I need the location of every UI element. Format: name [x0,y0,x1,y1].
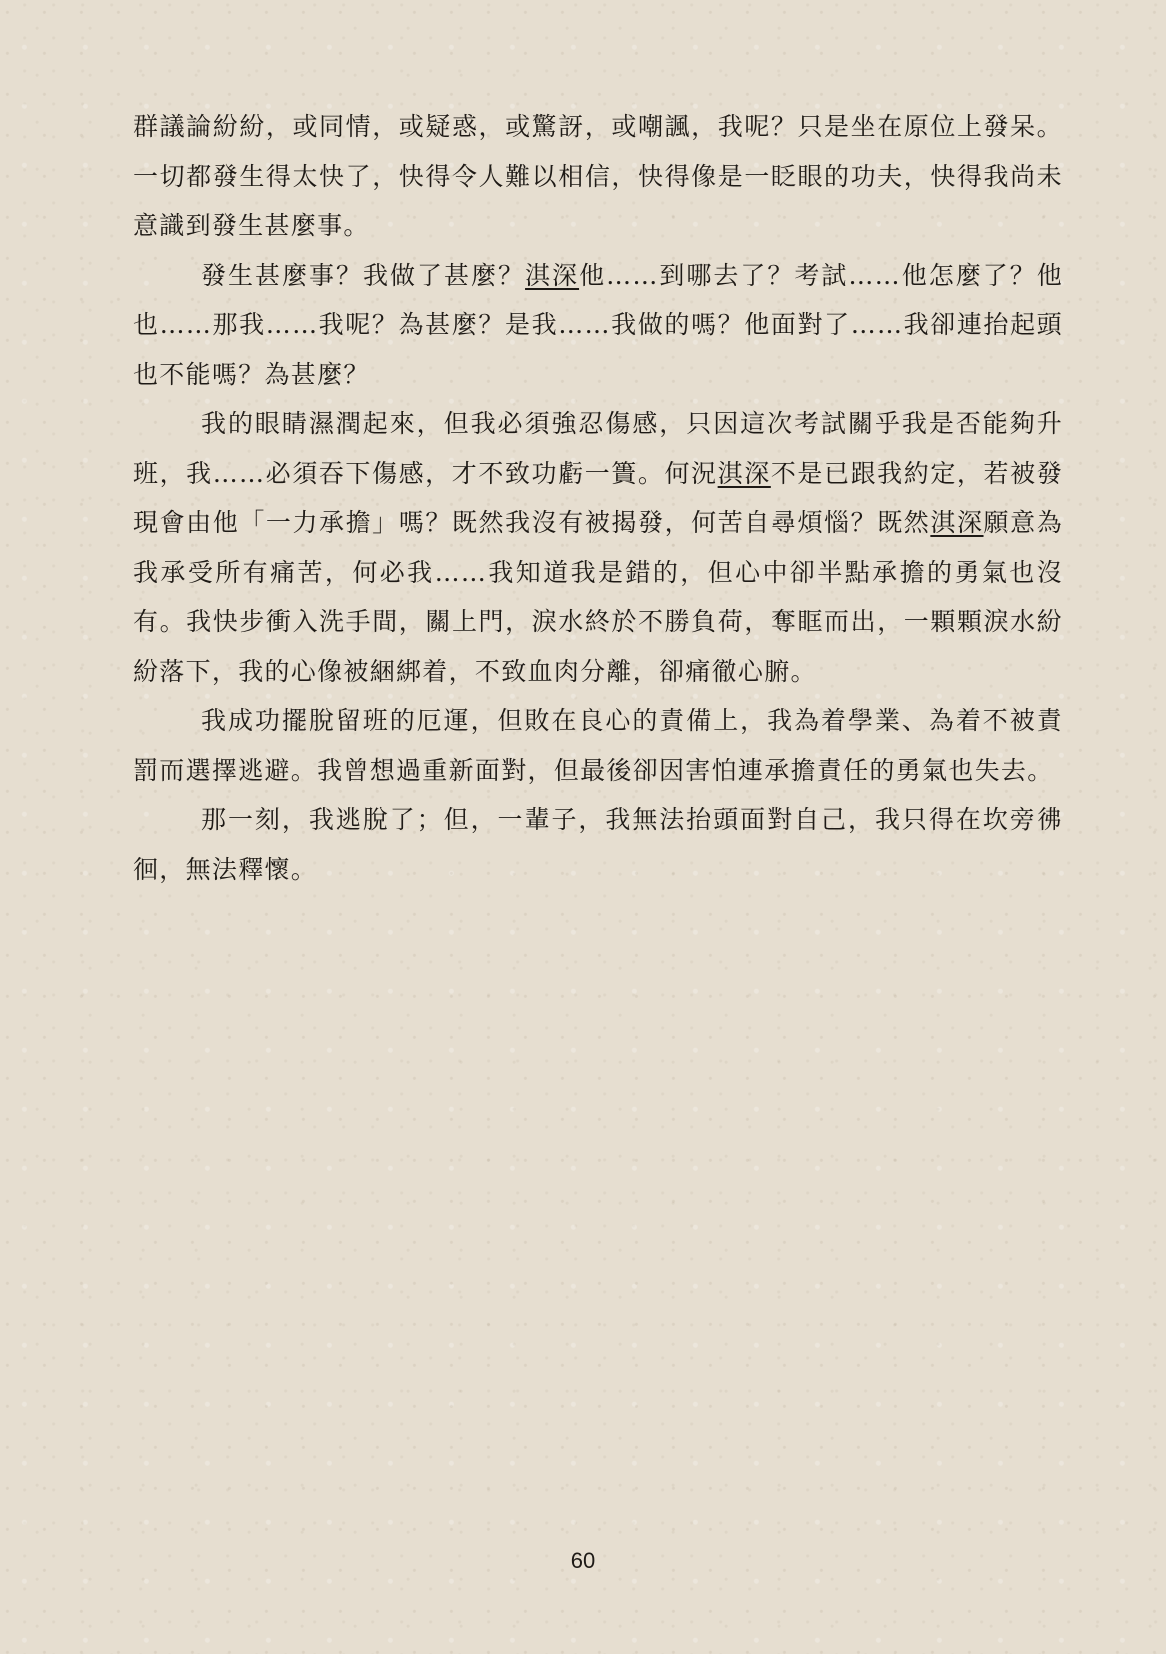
paragraph-text: 他……到哪去了？考試……他怎麼了？他也……那我……我呢？為甚麼？是我……我做的嗎？他面對了……我卻連抬起頭也不能嗎？為甚麼？ [133,260,1064,389]
paragraph [133,795,1063,894]
paragraph [133,102,1063,251]
body-text [133,102,1063,894]
proper-name: 淇深 [717,458,771,488]
paragraph [133,399,1063,696]
proper-name: 淇深 [525,260,580,290]
paragraph-text: 我的眼睛濕潤起來，但我必須強忍傷感，只因這次考試關乎我是否能夠升班，我……必須吞下傷感，才不致功虧一簣。何況 [133,409,1063,488]
paragraph-text: 那一刻，我逃脫了；但，一輩子，我無法抬頭面對自己，我只得在坎旁彿徊，無法釋懷。 [133,805,1063,884]
paragraph-text: 發生甚麼事？我做了甚麼？ [201,260,526,290]
paragraph [133,251,1063,400]
proper-name: 淇深 [930,508,984,537]
paragraph-text: 群議論紛紛，或同情，或疑惑，或驚訝，或嘲諷，我呢？只是坐在原位上發呆。一切都發生得太快了，快得令人難以相信，快得像是一眨眼的功夫，快得我尚未意識到發生甚麼事。 [133,112,1063,240]
paragraph-text: 願意為我承受所有痛苦，何必我……我知道我是錯的，但心中卻半點承擔的勇氣也沒有。我快步衝入洗手間，關上門，淚水終於不勝負荷，奪眶而出，一顆顆淚水紛紛落下，我的心像被綑綁着，不致血肉分離，卻痛徹心腑。 [133,508,1063,686]
paragraph-text: 不是已跟我約定，若被發現會由他「一力承擔」嗎？既然我沒有被揭發，何苦自尋煩惱？既然 [133,458,1063,537]
paragraph-text: 我成功擺脫留班的厄運，但敗在良心的責備上，我為着學業、為着不被責罰而選擇逃避。我曾想過重新面對，但最後卻因害怕連承擔責任的勇氣也失去。 [133,706,1063,785]
page-number: 60 [570,1548,596,1573]
paragraph [133,696,1063,795]
